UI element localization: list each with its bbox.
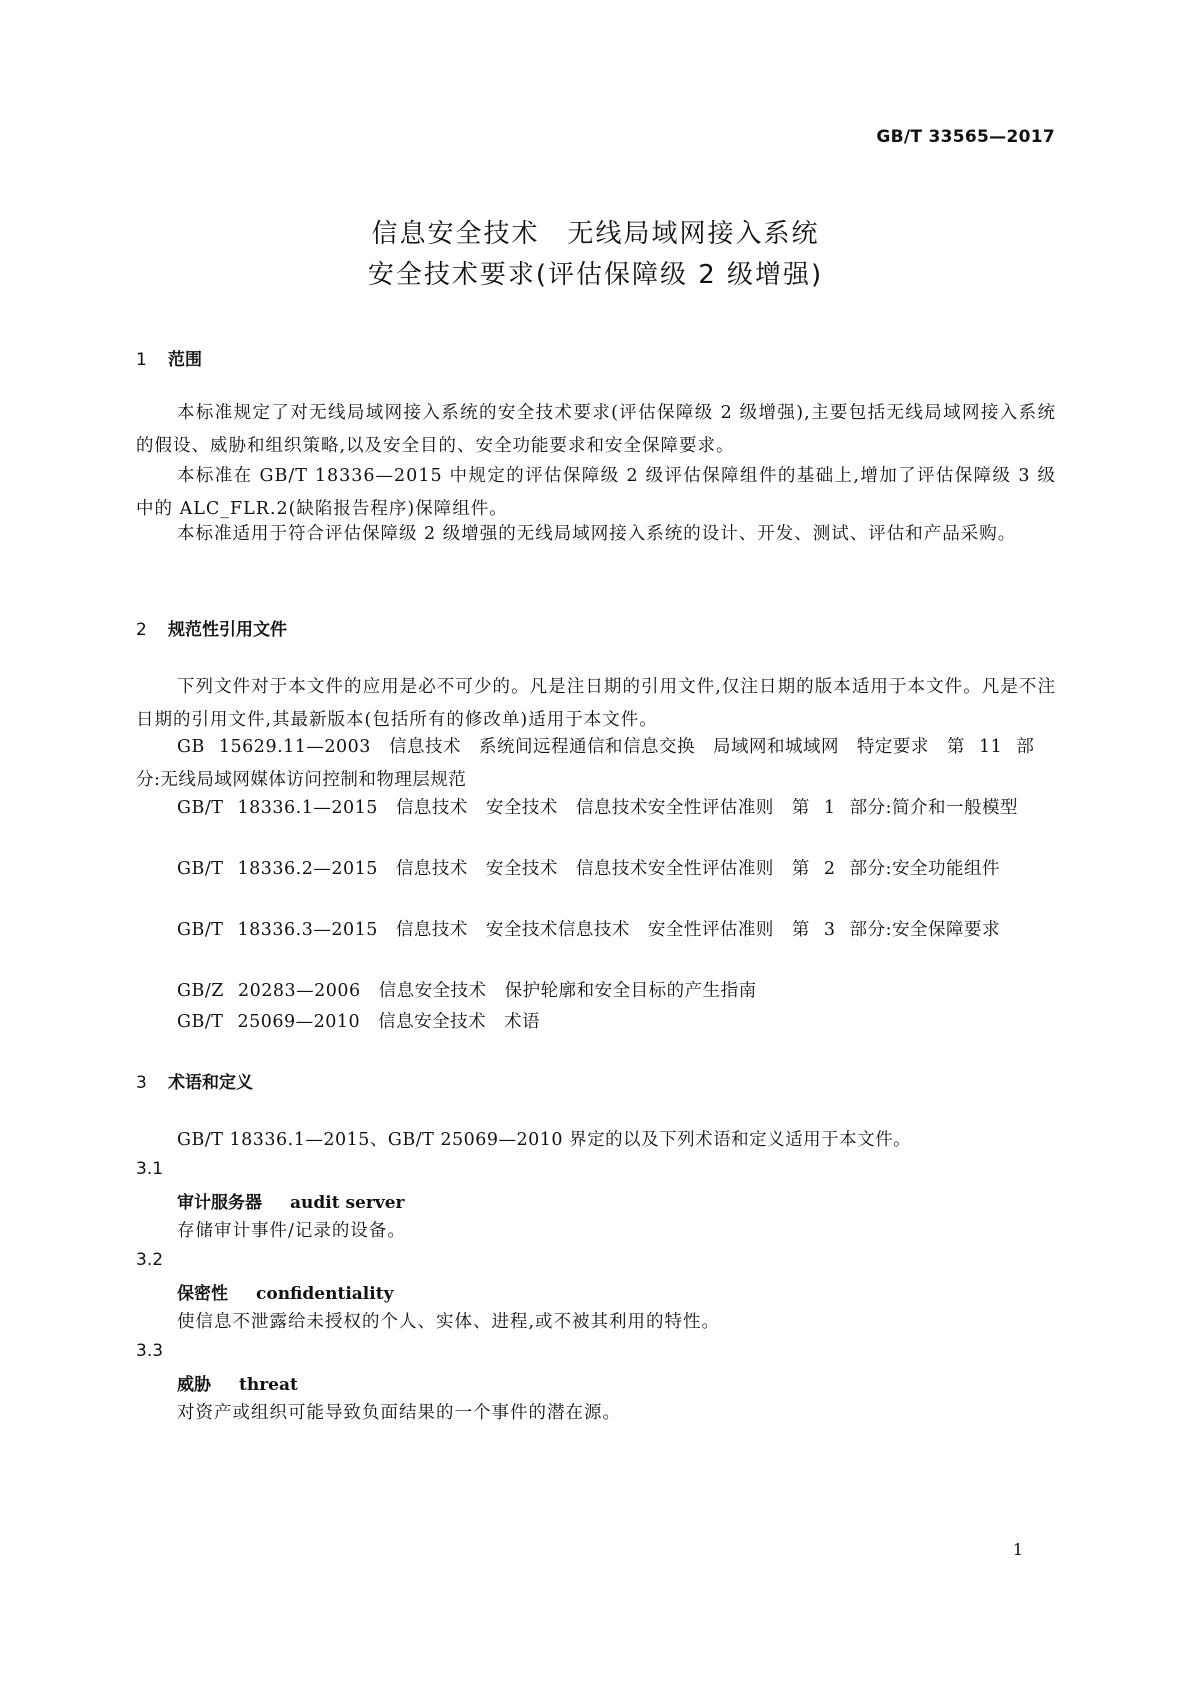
section-1-paragraph: 本标准规定了对无线局域网接入系统的安全技术要求(评估保障级 2 级增强),主要包括无线局域网接入系统的假设、威胁和组织策略,以及安全目的、安全功能要求和安全保障要求。 — [136, 403, 1056, 456]
document-title-line-1: 信息安全技术 无线局域网接入系统 — [371, 219, 820, 249]
term-chinese: 保密性 — [177, 1284, 228, 1304]
section-number: 2 — [136, 620, 147, 640]
term-heading — [177, 1279, 393, 1304]
section-title: 范围 — [168, 350, 202, 370]
term-chinese: 威胁 — [177, 1375, 211, 1395]
standard-number-header: GB/T 33565—2017 — [876, 127, 1055, 147]
term-heading — [177, 1370, 298, 1395]
document-title-line-2: 安全技术要求(评估保障级 2 级增强) — [367, 260, 824, 290]
term-english: confidentiality — [256, 1284, 394, 1304]
page-number: 1 — [1012, 1540, 1023, 1559]
section-2-heading — [136, 615, 287, 640]
section-number: 3 — [136, 1073, 147, 1093]
term-english: threat — [239, 1375, 298, 1395]
term-english: audit server — [290, 1193, 405, 1213]
term-number: 3.3 — [136, 1341, 164, 1361]
section-1-paragraph: 本标准适用于符合评估保障级 2 级增强的无线局域网接入系统的设计、开发、测试、评估和产品采购。 — [177, 524, 1017, 544]
normative-reference: GB/T 18336.2—2015 信息技术 安全技术 信息技术安全性评估准则 第 2 部分:安全功能组件 — [177, 859, 1001, 879]
section-title: 规范性引用文件 — [168, 620, 287, 640]
term-definition: 使信息不泄露给未授权的个人、实体、进程,或不被其利用的特性。 — [177, 1312, 721, 1332]
term-chinese: 审计服务器 — [177, 1193, 262, 1213]
section-3-heading — [136, 1068, 253, 1093]
section-2-intro: 下列文件对于本文件的应用是必不可少的。凡是注日期的引用文件,仅注日期的版本适用于本文件。凡是不注日期的引用文件,其最新版本(包括所有的修改单)适用于本文件。 — [136, 677, 1056, 730]
term-number: 3.1 — [136, 1159, 164, 1179]
normative-reference: GB/Z 20283—2006 信息安全技术 保护轮廓和安全目标的产生指南 — [177, 981, 757, 1001]
normative-reference: GB 15629.11—2003 信息技术 系统间远程通信和信息交换 局域网和城域网 特定要求 第 11 部分:无线局域网媒体访问控制和物理层规范 — [136, 737, 1035, 790]
term-definition: 存储审计事件/记录的设备。 — [177, 1221, 406, 1241]
section-1-heading — [136, 345, 202, 370]
term-number: 3.2 — [136, 1250, 164, 1270]
section-title: 术语和定义 — [168, 1073, 253, 1093]
term-heading — [177, 1188, 404, 1213]
section-1-paragraph: 本标准在 GB/T 18336—2015 中规定的评估保障级 2 级评估保障组件的基础上,增加了评估保障级 3 级中的 ALC_FLR.2(缺陷报告程序)保障组件。 — [136, 466, 1056, 519]
normative-reference: GB/T 18336.3—2015 信息技术 安全技术信息技术 安全性评估准则 第 3 部分:安全保障要求 — [177, 920, 1001, 940]
normative-reference: GB/T 18336.1—2015 信息技术 安全技术 信息技术安全性评估准则 第 1 部分:简介和一般模型 — [177, 798, 1019, 818]
normative-reference: GB/T 25069—2010 信息安全技术 术语 — [177, 1012, 541, 1032]
section-3-intro: GB/T 18336.1—2015、GB/T 25069—2010 界定的以及下列术语和定义适用于本文件。 — [177, 1130, 912, 1150]
term-definition: 对资产或组织可能导致负面结果的一个事件的潜在源。 — [177, 1403, 621, 1423]
section-number: 1 — [136, 350, 147, 370]
